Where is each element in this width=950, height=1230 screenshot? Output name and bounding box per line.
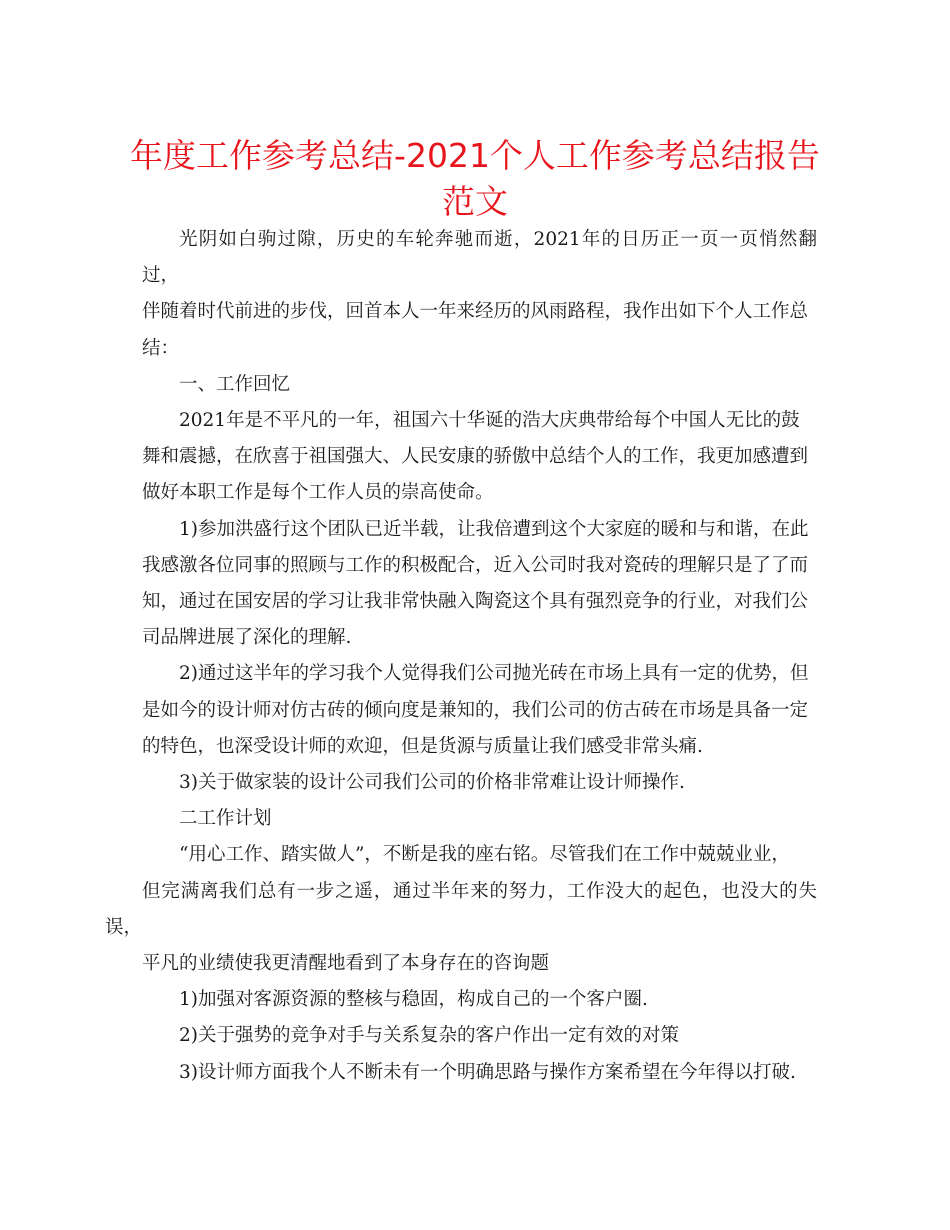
paragraph-line: 1)加强对客源资源的整核与稳固，构成自己的一个客户圈. bbox=[179, 989, 648, 1011]
paragraph-line: 我感激各位同事的照顾与工作的积极配合，近入公司时我对瓷砖的理解只是了了而 bbox=[142, 554, 809, 576]
document-title-line-2: 范文 bbox=[442, 182, 508, 221]
paragraph-line: 光阴如白驹过隙，历史的车轮奔驰而逝，2021年的日历正一页一页悄然翻过， bbox=[142, 229, 817, 287]
paragraph-line: 一、工作回忆 bbox=[179, 373, 291, 395]
paragraph-line: 舞和震撼，在欣喜于祖国强大、人民安康的骄傲中总结个人的工作，我更加感遭到 bbox=[142, 446, 809, 468]
paragraph-line: 司品牌进展了深化的理解. bbox=[142, 627, 352, 649]
paragraph bbox=[142, 403, 817, 512]
paragraph bbox=[142, 656, 817, 765]
paragraph bbox=[142, 367, 817, 403]
paragraph-line: 3)关于做家装的设计公司我们公司的价格非常难让设计师操作. bbox=[179, 772, 685, 794]
paragraph-line: 知，通过在国安居的学习让我非常快融入陶瓷这个具有强烈竞争的行业，对我们公 bbox=[142, 591, 809, 613]
paragraph bbox=[142, 512, 817, 657]
paragraph-line: 做好本职工作是每个工作人员的崇高使命。 bbox=[142, 482, 494, 504]
paragraph bbox=[142, 982, 817, 1018]
paragraph bbox=[142, 222, 817, 367]
paragraph-line: 3)设计师方面我个人不断未有一个明确思路与操作方案希望在今年得以打破. bbox=[179, 1061, 796, 1083]
paragraph-line: 2)通过这半年的学习我个人觉得我们公司抛光砖在市场上具有一定的优势，但 bbox=[179, 663, 809, 685]
paragraph-line: 2)关于强势的竞争对手与关系复杂的客户作出一定有效的对策 bbox=[179, 1025, 679, 1047]
paragraph bbox=[142, 801, 817, 837]
document-body bbox=[105, 222, 817, 1091]
paragraph-line: 1)参加洪盛行这个团队已近半载，让我倍遭到这个大家庭的暖和与和谐，在此 bbox=[179, 518, 809, 540]
paragraph bbox=[142, 1018, 817, 1054]
paragraph-line: 是如今的设计师对仿古砖的倾向度是兼知的，我们公司的仿古砖在市场是具备一定 bbox=[142, 699, 809, 721]
paragraph-line: 结： bbox=[142, 337, 180, 359]
paragraph-line: 但完满离我们总有一步之遥，通过半年来的努力，工作没大的起色，也没大的失误， bbox=[105, 880, 817, 938]
paragraph-line: 二工作计划 bbox=[179, 808, 272, 830]
paragraph-line: 2021年是不平凡的一年，祖国六十华诞的浩大庆典带给每个中国人无比的鼓 bbox=[179, 410, 800, 432]
paragraph-line: 的特色，也深受设计师的欢迎，但是货源与质量让我们感受非常头痛. bbox=[142, 735, 703, 757]
paragraph bbox=[105, 837, 817, 982]
paragraph bbox=[142, 1055, 817, 1091]
document-title-line-1: 年度工作参考总结-2021个人工作参考总结报告 bbox=[130, 136, 820, 175]
paragraph-line: “用心工作、踏实做人”，不断是我的座右铭。尽管我们在工作中兢兢业业， bbox=[179, 844, 790, 866]
paragraph-line: 平凡的业绩使我更清醒地看到了本身存在的咨询题 bbox=[142, 953, 550, 975]
paragraph bbox=[142, 765, 817, 801]
paragraph-line: 伴随着时代前进的步伐，回首本人一年来经历的风雨路程，我作出如下个人工作总 bbox=[142, 301, 809, 323]
